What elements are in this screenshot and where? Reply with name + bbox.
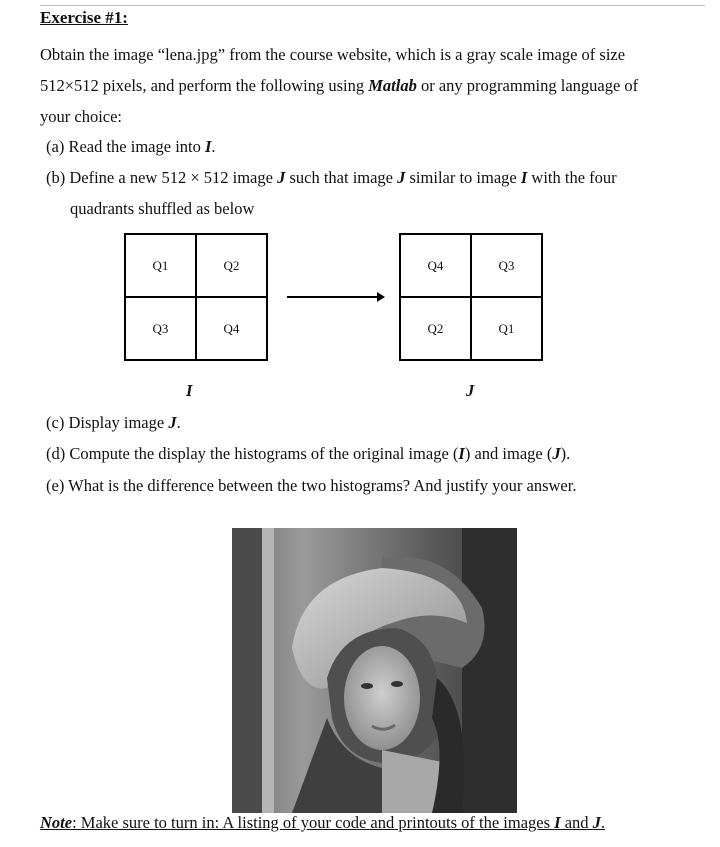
item-text: . bbox=[176, 413, 181, 432]
arrow-right-icon bbox=[287, 296, 383, 298]
item-a bbox=[46, 137, 216, 157]
quadrant-cell: Q4 bbox=[196, 297, 267, 360]
label-i: I bbox=[186, 381, 193, 400]
var-i: I bbox=[554, 813, 561, 832]
var-j: J bbox=[168, 413, 177, 432]
quadrant-cell: Q1 bbox=[125, 234, 196, 297]
quadrant-cell: Q2 bbox=[196, 234, 267, 297]
top-rule bbox=[40, 5, 705, 6]
var-j: J bbox=[592, 813, 601, 832]
note-text: : Make sure to turn in: A listing of your code and printouts of the images bbox=[72, 813, 555, 832]
note-label: Note bbox=[40, 813, 73, 832]
quadrant-cell: Q3 bbox=[125, 297, 196, 360]
intro-line-3: your choice: bbox=[40, 107, 123, 126]
intro-text: 512×512 pixels, and perform the following using bbox=[40, 76, 369, 95]
matlab-emphasis: Matlab bbox=[368, 76, 417, 95]
item-d bbox=[46, 444, 570, 464]
intro-line-1: Obtain the image “lena.jpg” from the course website, which is a gray scale image of size bbox=[40, 45, 626, 64]
quadrant-cell: Q2 bbox=[400, 297, 471, 360]
item-text: ). bbox=[560, 444, 571, 463]
var-i: I bbox=[520, 168, 528, 187]
quadrant-grid-i bbox=[124, 233, 268, 361]
var-j: J bbox=[397, 168, 406, 187]
item-text: (c) Display image bbox=[46, 413, 169, 432]
item-e: (e) What is the difference between the two histograms? And justify your answer. bbox=[46, 476, 577, 495]
item-b-line-2: quadrants shuffled as below bbox=[70, 199, 255, 218]
note-text: and bbox=[560, 813, 593, 832]
quadrant-cell: Q1 bbox=[471, 297, 542, 360]
intro-text: or any programming language of bbox=[416, 76, 639, 95]
lena-photo bbox=[232, 528, 517, 813]
item-c bbox=[46, 413, 181, 433]
item-text: (d) Compute the display the histograms of the original image ( bbox=[46, 444, 459, 463]
item-text: with the four bbox=[527, 168, 617, 187]
exercise-title: Exercise #1: bbox=[40, 8, 128, 27]
var-i: I bbox=[458, 444, 465, 463]
quadrant-grid-j bbox=[399, 233, 543, 361]
var-j: J bbox=[552, 444, 561, 463]
note-line bbox=[40, 813, 605, 833]
quadrant-cell: Q4 bbox=[400, 234, 471, 297]
item-text: (a) Read the image into bbox=[46, 137, 205, 156]
intro-line-2 bbox=[40, 70, 638, 101]
var-i: I bbox=[204, 137, 212, 156]
item-text: (b) Define a new 512 × 512 image bbox=[46, 168, 278, 187]
quadrant-cell: Q3 bbox=[471, 234, 542, 297]
item-text: ) and image ( bbox=[464, 444, 553, 463]
item-text: . bbox=[211, 137, 216, 156]
item-b bbox=[46, 168, 617, 188]
note-text: . bbox=[600, 813, 606, 832]
label-j: J bbox=[466, 381, 475, 400]
item-text: similar to image bbox=[405, 168, 521, 187]
item-text: such that image bbox=[285, 168, 398, 187]
var-j: J bbox=[277, 168, 286, 187]
